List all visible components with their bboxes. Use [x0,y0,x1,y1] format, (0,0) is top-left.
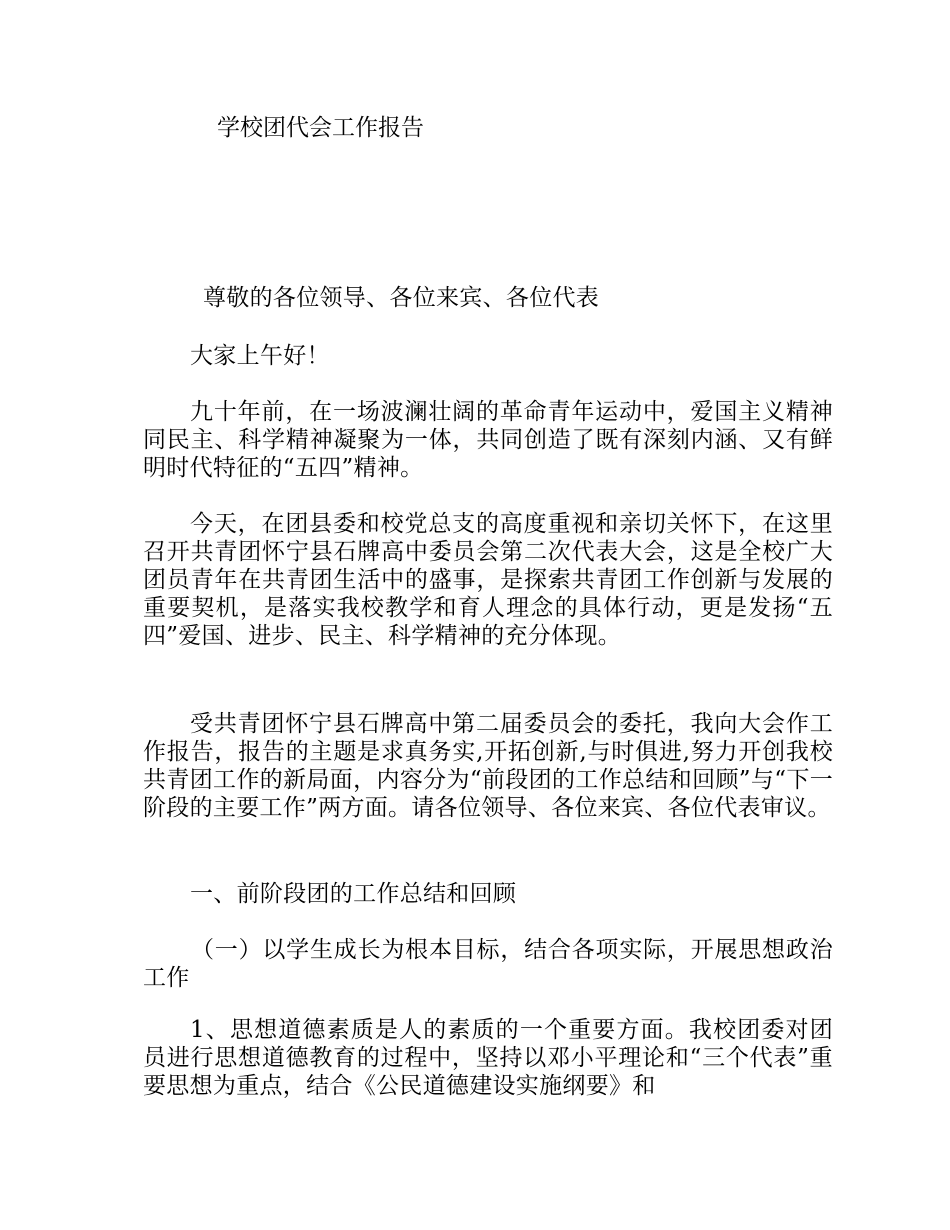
document-title: 学校团代会工作报告 [217,115,424,141]
subsection-heading: （一）以学生成长为根本目标，结合各项实际，开展思想政治工作 [143,937,833,991]
paragraph-1: 九十年前，在一场波澜壮阔的革命青年运动中，爱国主义精神同民主、科学精神凝聚为一体，共同创造了既有深刻内涵、又有鲜明时代特征的“五四”精神。 [143,399,833,481]
salutation: 尊敬的各位领导、各位来宾、各位代表 [203,285,600,311]
paragraph-4: 1、思想道德素质是人的素质的一个重要方面。我校团委对团员进行思想道德教育的过程中，坚持以邓小平理论和“三个代表”重要思想为重点，结合《公民道德建设实施纲要》和 [143,1017,833,1099]
greeting: 大家上午好！ [190,343,330,369]
paragraph-3: 受共青团怀宁县石牌高中第二届委员会的委托，我向大会作工作报告，报告的主题是求真务实,开拓创新,与时俱进,努力开创我校共青团工作的新局面，内容分为“前段团的工作总结和回顾”与“下一阶段的主要工作”两方面。请各位领导、各位来宾、各位代表审议。 [143,711,833,821]
paragraph-2: 今天，在团县委和校党总支的高度重视和亲切关怀下，在这里召开共青团怀宁县石牌高中委员会第二次代表大会，这是全校广大团员青年在共青团生活中的盛事，是探索共青团工作创新与发展的重要契机，是落实我校教学和育人理念的具体行动，更是发扬“五四”爱国、进步、民主、科学精神的充分体现。 [143,511,833,649]
section-heading: 一、前阶段团的工作总结和回顾 [190,881,517,907]
